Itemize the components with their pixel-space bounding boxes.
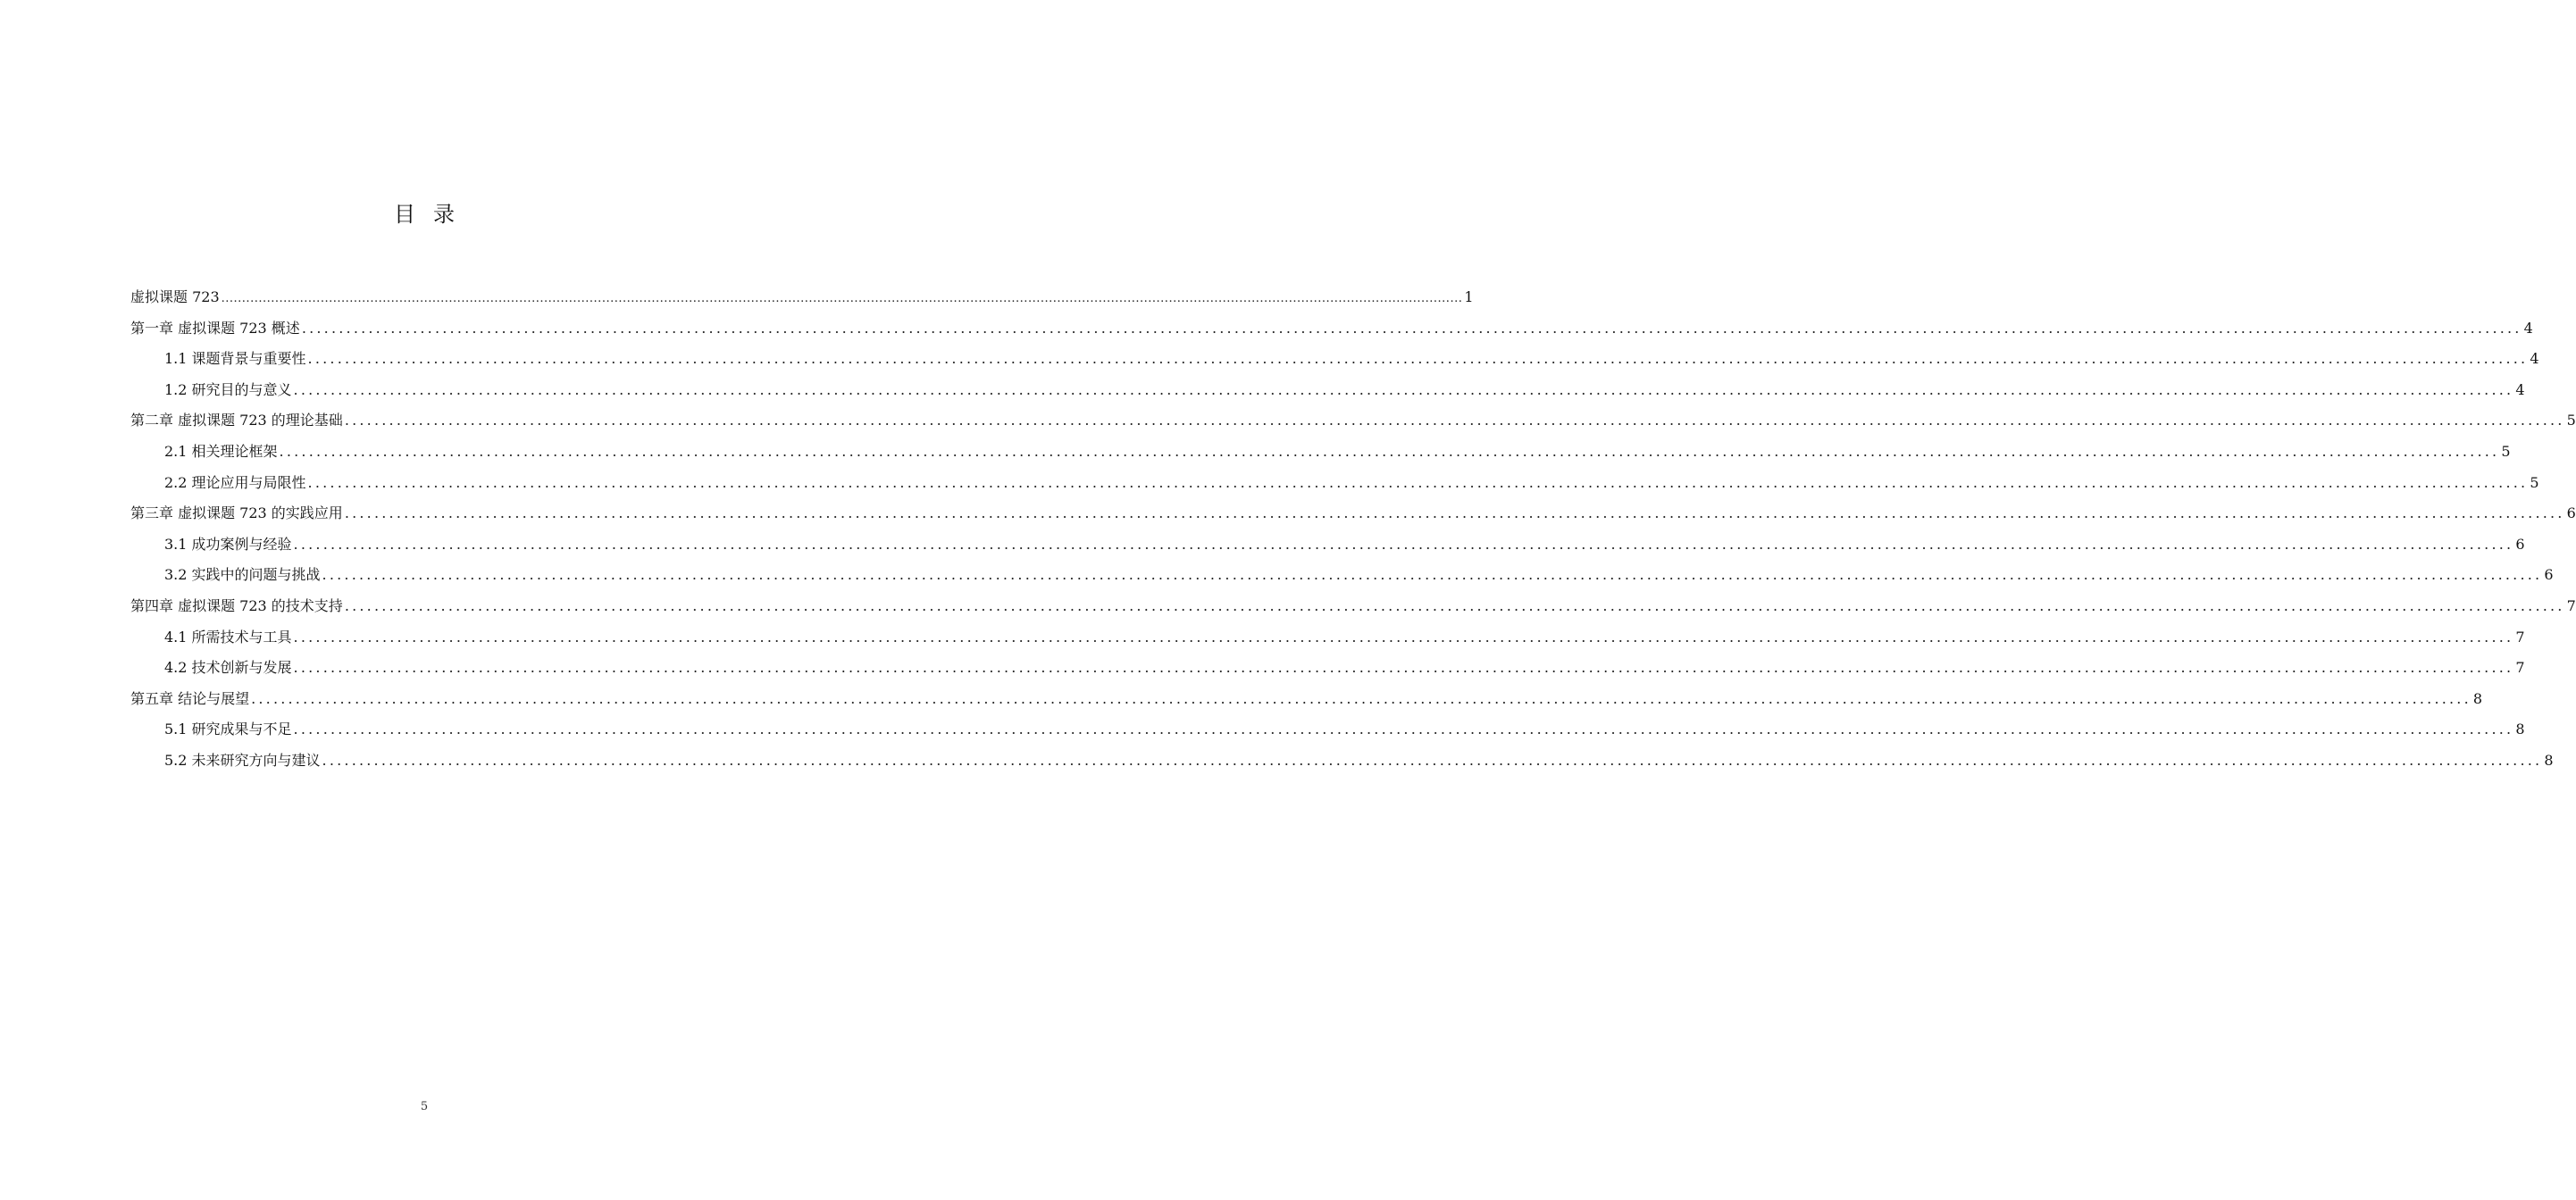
toc-entry-title: 第五章 结论与展望 — [130, 689, 250, 707]
toc-leader-dots: ............................................................................................................................................................................................................................................................................................................ — [344, 412, 2565, 429]
toc-entry-title: 4.2 技术创新与发展 — [164, 659, 292, 677]
toc-entry[interactable] — [130, 468, 2539, 499]
toc-leader-dots: ............................................................................................................................................................................................................................................................................................................ — [344, 596, 2565, 614]
toc-entry-title: 3.2 实践中的问题与挑战 — [164, 566, 321, 584]
toc-entry-title: 第一章 虚拟课题 723 概述 — [130, 319, 300, 337]
toc-entry-page: 6 — [2515, 535, 2525, 553]
toc-leader-dots: ............................................................................................................................................................................................................................................................................................................ — [322, 751, 2543, 769]
toc-entry-page: 1 — [1464, 288, 1474, 305]
toc-entry[interactable] — [130, 714, 2525, 746]
toc-leader-dots: ............................................................................................................................................................................................................................................................................................................ — [307, 350, 2529, 368]
toc-entry-title: 3.1 成功案例与经验 — [164, 535, 292, 553]
toc-entry-page: 6 — [2566, 504, 2576, 522]
toc-entry-page: 4 — [2530, 350, 2539, 368]
page-title: 目录 — [394, 202, 473, 227]
toc-entry[interactable] — [130, 437, 2511, 468]
toc-entry[interactable] — [130, 375, 2525, 406]
toc-leader-dots: ............................................................................................................................................................................................................................................................................................................ — [301, 319, 2522, 337]
toc-entry[interactable] — [130, 591, 2576, 622]
toc-entry-page: 4 — [2515, 380, 2525, 398]
toc-entry-page: 4 — [2523, 319, 2533, 337]
toc-entry-title: 第四章 虚拟课题 723 的技术支持 — [130, 596, 343, 614]
toc-leader-dots: ............................................................................................................................................................................................................................................................................................................ — [344, 504, 2565, 522]
toc-leader-dots: ............................................................................................................................................................................................................................................................................................................ — [279, 442, 2500, 460]
toc-entry[interactable] — [130, 529, 2525, 561]
toc-leader-dots: ............................................................................................................................................................................................................................................................................................................ — [293, 380, 2514, 398]
toc-entry[interactable] — [130, 405, 2576, 437]
toc-entry-page: 6 — [2544, 566, 2554, 584]
toc-leader-dots: ............................................................................................................................................................................................................................................................................................................ — [307, 473, 2529, 491]
toc-entry[interactable] — [130, 498, 2576, 529]
toc-entry-page: 7 — [2566, 596, 2576, 614]
table-of-contents — [130, 282, 2576, 777]
toc-entry-page: 5 — [2566, 412, 2576, 429]
toc-entry[interactable] — [130, 344, 2539, 375]
toc-entry[interactable] — [130, 560, 2554, 591]
toc-leader-dots: ............................................................................................................................................................................................................................................................................................................ — [293, 721, 2514, 738]
toc-entry-page: 7 — [2515, 628, 2525, 646]
toc-entry-page: 5 — [2501, 442, 2511, 460]
toc-entry-title: 2.1 相关理论框架 — [164, 442, 278, 460]
toc-entry-page: 5 — [2530, 473, 2539, 491]
toc-entry-title: 5.2 未来研究方向与建议 — [164, 751, 321, 769]
toc-entry-title: 2.2 理论应用与局限性 — [164, 473, 306, 491]
toc-entry[interactable] — [130, 684, 2483, 715]
page-number: 5 — [420, 1100, 429, 1113]
toc-leader-dots: ............................................................................................................................................................................................................................................................................................................ — [293, 659, 2514, 677]
toc-leader-dots: ............................................................................................................................................................................................................................................................................................................ — [293, 535, 2514, 553]
toc-entry-title: 虚拟课题 723 — [130, 288, 220, 305]
toc-entry-title: 4.1 所需技术与工具 — [164, 628, 292, 646]
toc-entry[interactable] — [130, 313, 2533, 345]
toc-entry[interactable] — [130, 746, 2554, 777]
toc-entry-title: 5.1 研究成果与不足 — [164, 721, 292, 738]
toc-entry-title: 第二章 虚拟课题 723 的理论基础 — [130, 412, 343, 429]
toc-entry-page: 8 — [2544, 751, 2554, 769]
toc-entry[interactable] — [130, 653, 2525, 684]
toc-leader-dots: ............................................................................................................................................................................................................................................................................................................ — [293, 628, 2514, 646]
toc-leader-dots: ............................................................................................................................................................................................................................................................................................................ — [322, 566, 2543, 584]
toc-entry-title: 第三章 虚拟课题 723 的实践应用 — [130, 504, 343, 522]
toc-entry-page: 8 — [2515, 721, 2525, 738]
toc-entry-page: 7 — [2515, 659, 2525, 677]
toc-entry[interactable] — [130, 622, 2525, 654]
toc-entry-page: 8 — [2472, 689, 2483, 707]
toc-entry-title: 1.1 课题背景与重要性 — [164, 350, 306, 368]
toc-entry[interactable] — [130, 282, 1474, 313]
toc-entry-title: 1.2 研究目的与意义 — [164, 380, 292, 398]
toc-leader-dots: ............................................................................................................................................................................................................................................................................................................ — [221, 292, 1463, 305]
toc-leader-dots: ............................................................................................................................................................................................................................................................................................................ — [251, 689, 2471, 707]
